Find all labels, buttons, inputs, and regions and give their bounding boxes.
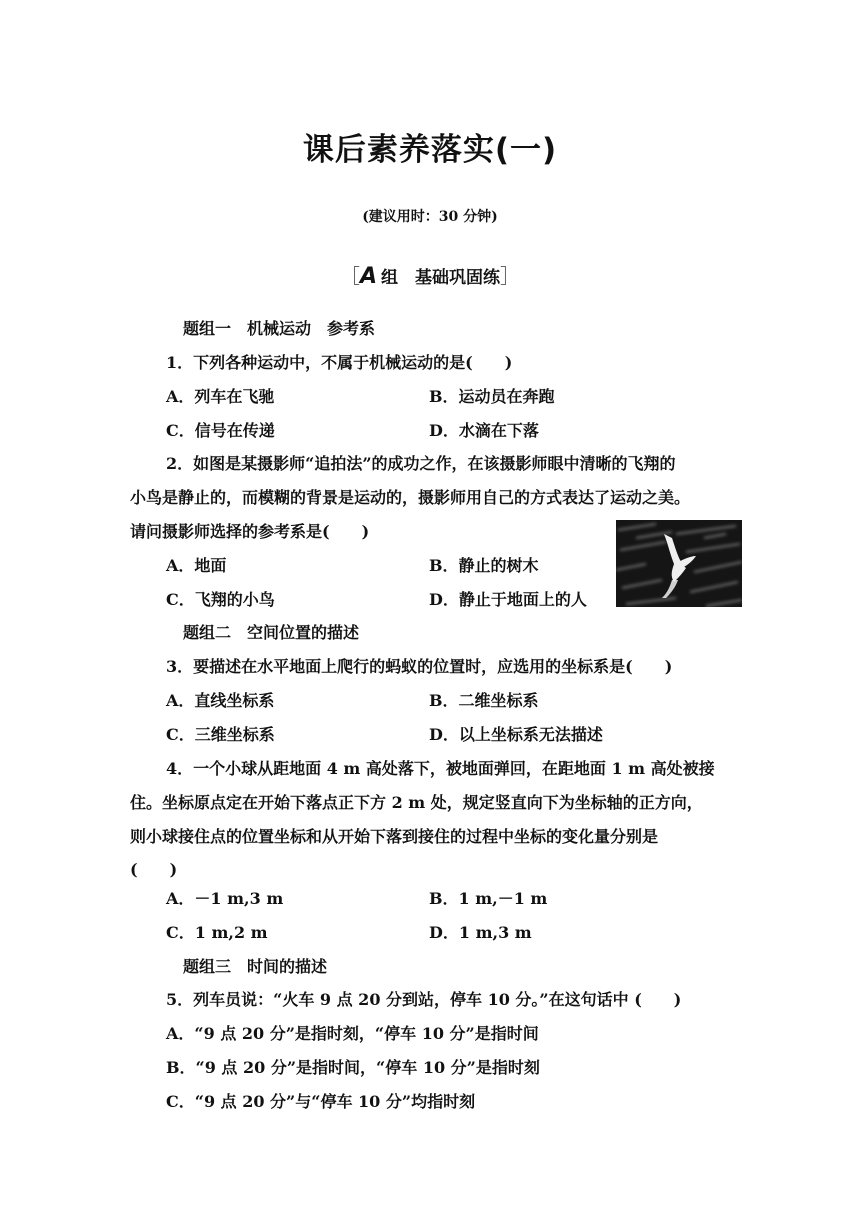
- question-1-option-c: C．信号在传递: [166, 421, 275, 440]
- question-2-option-a: A．地面: [166, 556, 227, 575]
- question-2-option-d: D．静止于地面上的人: [429, 590, 587, 609]
- question-5-option-b: B．“9 点 20 分”是指时间，“停车 10 分”是指时刻: [166, 1058, 540, 1077]
- section-heading-3: 题组三 时间的描述: [183, 957, 328, 976]
- group-letter: A: [359, 264, 378, 289]
- bird-photo: [616, 520, 742, 607]
- question-4-line-2: 住。坐标原点定在开始下落点正下方 2 m 处，规定竖直向下为坐标轴的正方向，: [130, 793, 703, 812]
- question-1-option-b: B．运动员在奔跑: [429, 387, 555, 406]
- question-1-option-d: D．水滴在下落: [429, 421, 539, 440]
- question-5-option-c: C．“9 点 20 分”与“停车 10 分”均指时刻: [166, 1092, 476, 1111]
- bracket-right: ］: [500, 264, 521, 288]
- question-2-option-c: C．飞翔的小鸟: [166, 590, 275, 609]
- question-3-option-d: D．以上坐标系无法描述: [429, 725, 603, 744]
- bracket-left: ［: [339, 264, 360, 288]
- page-title: 课后素养落实(一): [302, 132, 558, 168]
- flying-bird-image: [616, 520, 742, 607]
- suggested-time: (建议用时：30 分钟): [362, 209, 498, 225]
- question-5-option-a: A．“9 点 20 分”是指时刻，“停车 10 分”是指时间: [166, 1024, 539, 1043]
- question-3-stem: 3．要描述在水平地面上爬行的蚂蚁的位置时，应选用的坐标系是( ): [166, 657, 673, 676]
- question-4-line-3: 则小球接住点的位置坐标和从开始下落到接住的过程中坐标的变化量分别是: [130, 827, 659, 846]
- question-3-option-c: C．三维坐标系: [166, 725, 275, 744]
- group-heading: [0, 260, 860, 289]
- question-4-option-d: D．1 m,3 m: [429, 923, 532, 942]
- question-3-option-b: B．二维坐标系: [429, 691, 539, 710]
- question-2-option-b: B．静止的树木: [429, 556, 539, 575]
- question-1-option-a: A．列车在飞驰: [166, 387, 275, 406]
- question-2-line-1: 2．如图是某摄影师“追拍法”的成功之作，在该摄影师眼中清晰的飞翔的: [166, 454, 676, 473]
- question-4-line-1: 4．一个小球从距地面 4 m 高处落下，被地面弹回，在距地面 1 m 高处被接: [166, 759, 715, 778]
- section-heading-1: 题组一 机械运动 参考系: [183, 319, 376, 338]
- question-4-line-4: ( ): [130, 860, 178, 879]
- question-2-line-3: 请问摄影师选择的参考系是( ): [130, 522, 370, 541]
- question-1-stem: 1．下列各种运动中，不属于机械运动的是( ): [166, 353, 513, 372]
- question-2-line-2: 小鸟是静止的，而模糊的背景是运动的，摄影师用自己的方式表达了运动之美。: [130, 488, 691, 507]
- question-4-option-b: B．1 m,－1 m: [429, 889, 548, 908]
- section-heading-2: 题组二 空间位置的描述: [183, 623, 360, 642]
- question-5-stem: 5．列车员说：“火车 9 点 20 分到站，停车 10 分。”在这句话中 ( ): [166, 990, 682, 1009]
- question-3-option-a: A．直线坐标系: [166, 691, 275, 710]
- question-4-option-a: A．－1 m,3 m: [166, 889, 284, 908]
- question-4-option-c: C．1 m,2 m: [166, 923, 268, 942]
- group-heading-text: 组 基础巩固练: [381, 268, 501, 288]
